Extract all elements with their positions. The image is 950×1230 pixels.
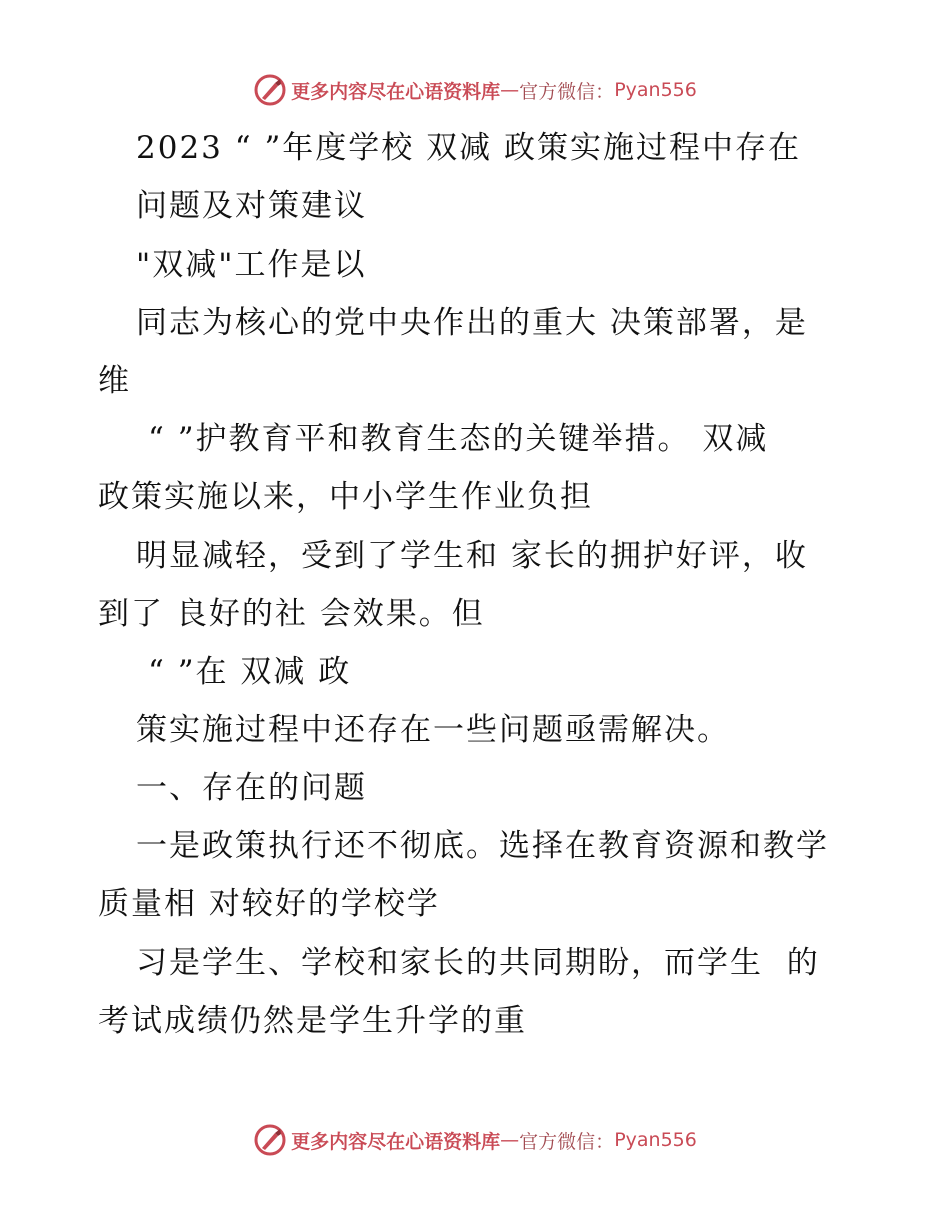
watermark-wechat-account: Pyan556	[614, 1129, 697, 1151]
watermark-main-text: 更多内容尽在心语资料库	[291, 80, 501, 103]
paragraph-line: 考试成绩仍然是学生升学的重	[98, 1003, 527, 1039]
paragraph-line: “ ”护教育平和教育生态的关键举措。 双减	[148, 421, 769, 457]
watermark-main-text: 更多内容尽在心语资料库	[291, 1130, 501, 1153]
paragraph-line: 策实施过程中还存在一些问题亟需解决。	[136, 712, 730, 748]
paragraph-line: 明显减轻，受到了学生和 家长的拥护好评，收	[136, 538, 808, 574]
quill-logo-icon	[253, 1123, 287, 1157]
section-heading: 一、存在的问题	[136, 770, 367, 806]
watermark-wechat-label: 官方微信：	[519, 80, 615, 103]
header-watermark	[0, 70, 950, 110]
title-line-2: 问题及对策建议	[136, 188, 367, 224]
title-line-1: 2023 “ ”年度学校 双减 政策实施过程中存在	[136, 130, 802, 166]
paragraph-line: 政策实施以来，中小学生作业负担	[98, 479, 593, 515]
watermark-separator: —	[500, 79, 520, 101]
paragraph-line: "双减"工作是以	[136, 247, 367, 283]
paragraph-line: 习是学生、学校和家长的共同期盼，而学生 的	[136, 945, 820, 981]
paragraph-line: 维	[98, 363, 131, 399]
paragraph-line: 一是政策执行还不彻底。选择在教育资源和教学	[136, 828, 829, 864]
footer-watermark	[0, 1120, 950, 1160]
quill-logo-icon	[253, 73, 287, 107]
paragraph-line: 质量相 对较好的学校学	[98, 886, 440, 922]
watermark-separator: —	[500, 1129, 520, 1151]
watermark-wechat-account: Pyan556	[614, 79, 697, 101]
paragraph-line: “ ”在 双减 政	[148, 654, 352, 690]
paragraph-line: 同志为核心的党中央作出的重大 决策部署，是	[136, 305, 808, 341]
paragraph-line: 到了 良好的社 会效果。但	[98, 596, 485, 632]
watermark-wechat-label: 官方微信：	[519, 1130, 615, 1153]
